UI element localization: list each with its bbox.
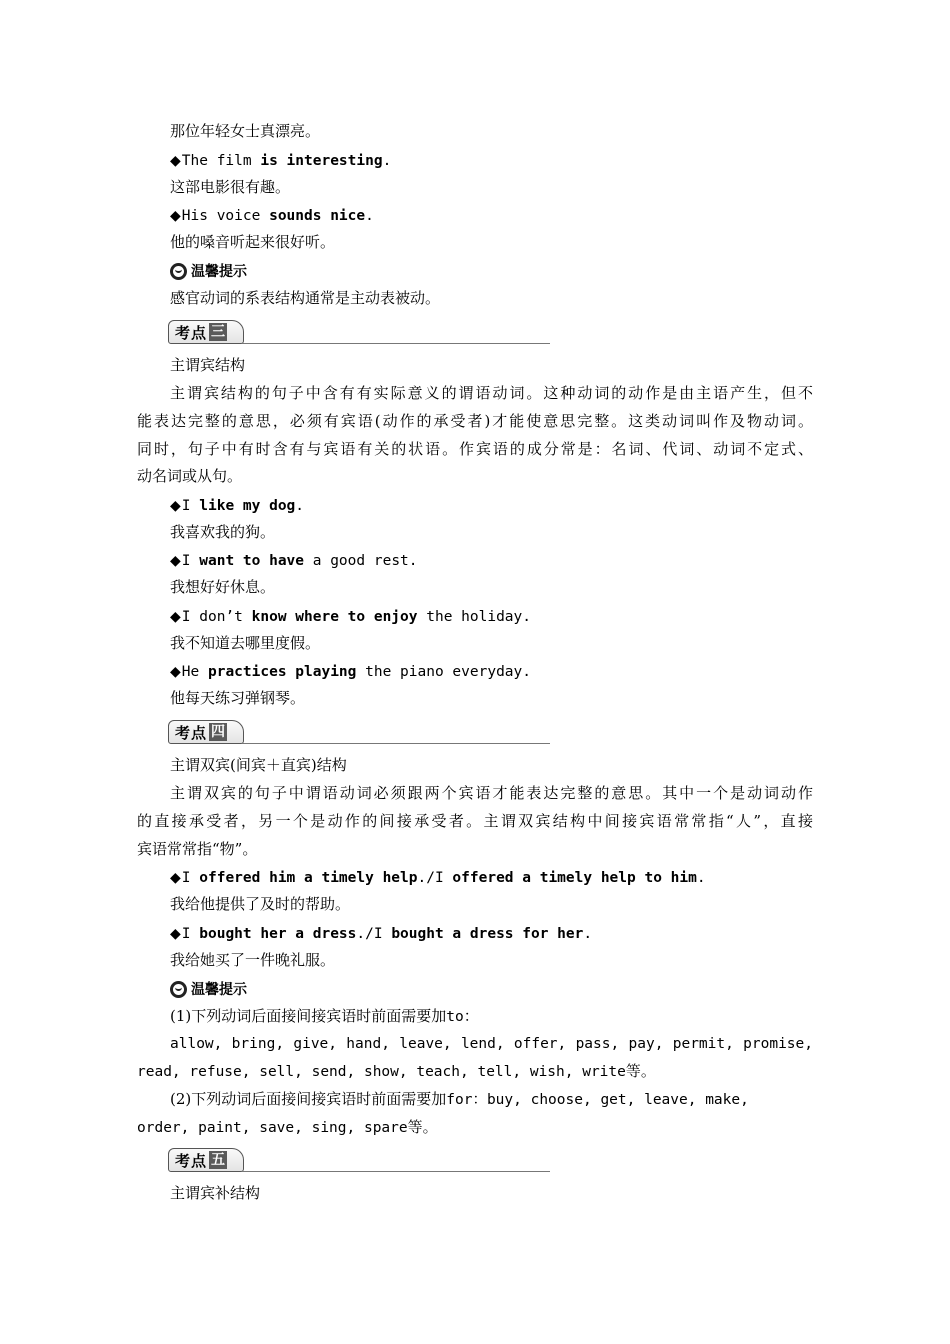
diamond-bullet-icon: ◆: [170, 926, 181, 942]
paragraph-line: 同时，句子中有时含有与宾语有关的状语。作宾语的成分常是：名词、代词、动词不定式、: [137, 440, 813, 458]
diamond-bullet-icon: ◆: [170, 208, 181, 224]
example-sentence: ◆He practices playing the piano everyday.: [170, 664, 531, 680]
tip-note-line: allow, bring, give, hand, leave, lend, offer, pass, pay, permit, promise,: [170, 1036, 813, 1052]
translation-line: 我给她买了一件晚礼服。: [170, 951, 336, 969]
section-divider: [242, 1171, 550, 1172]
translation-line: 我不知道去哪里度假。: [170, 634, 321, 652]
diamond-bullet-icon: ◆: [170, 664, 181, 680]
paragraph-line: 主谓宾结构的句子中含有有实际意义的谓语动词。这种动词的动作是由主语产生，但不: [170, 384, 813, 402]
section-badge-4: [168, 720, 550, 748]
paragraph-line: 的直接承受者，另一个是动作的间接承受者。主谓双宾结构中间接宾语常常指“人”，直接: [137, 812, 813, 830]
section-badge-5: [168, 1148, 550, 1176]
warm-tip-heading: 温馨提示: [170, 261, 247, 281]
smiley-icon: [170, 263, 187, 280]
diamond-bullet-icon: ◆: [170, 870, 181, 886]
section-badge-box: 考点 三: [168, 320, 244, 344]
paragraph-line: 动名词或从句。: [137, 467, 243, 485]
example-sentence: ◆I bought her a dress./I bought a dress for her.: [170, 926, 593, 942]
section-badge-box: 考点 五: [168, 1148, 244, 1172]
section-divider: [242, 343, 550, 344]
tip-text: 感官动词的系表结构通常是主动表被动。: [170, 289, 441, 307]
paragraph-line: 主谓双宾的句子中谓语动词必须跟两个宾语才能表达完整的意思。其中一个是动词动作: [170, 784, 813, 802]
section-badge-3: [168, 320, 550, 348]
tip-note-line: read, refuse, sell, send, show, teach, tell, wish, write等。: [137, 1062, 656, 1080]
section-divider: [242, 743, 550, 744]
example-sentence: ◆The film is interesting.: [170, 153, 392, 169]
diamond-bullet-icon: ◆: [170, 553, 181, 569]
diamond-bullet-icon: ◆: [170, 609, 181, 625]
paragraph-line: 宾语常常指“物”。: [137, 840, 258, 858]
translation-line: 他每天练习弹钢琴。: [170, 689, 306, 707]
section-title: 主谓宾结构: [170, 356, 246, 374]
example-sentence: ◆I don’t know where to enjoy the holiday.: [170, 609, 531, 625]
smiley-icon: [170, 981, 187, 998]
diamond-bullet-icon: ◆: [170, 153, 181, 169]
section-title: 主谓双宾(间宾＋直宾)结构: [170, 756, 347, 774]
translation-line: 那位年轻女士真漂亮。: [170, 122, 321, 140]
example-sentence: ◆I want to have a good rest.: [170, 553, 418, 569]
translation-line: 我喜欢我的狗。: [170, 523, 276, 541]
translation-line: 我给他提供了及时的帮助。: [170, 895, 351, 913]
translation-line: 他的嗓音听起来很好听。: [170, 233, 336, 251]
section-title: 主谓宾补结构: [170, 1184, 261, 1202]
translation-line: 我想好好休息。: [170, 578, 276, 596]
paragraph-line: 能表达完整的意思，必须有宾语(动作的承受者)才能使意思完整。这类动词叫作及物动词。: [137, 412, 813, 430]
example-sentence: ◆I offered him a timely help./I offered a timely help to him.: [170, 870, 706, 886]
tip-note-line: (2)下列动词后面接间接宾语时前面需要加for：buy, choose, get, leave, make,: [170, 1090, 749, 1108]
diamond-bullet-icon: ◆: [170, 498, 181, 514]
section-badge-box: 考点 四: [168, 720, 244, 744]
tip-note-line: order, paint, save, sing, spare等。: [137, 1118, 438, 1136]
warm-tip-heading: 温馨提示: [170, 979, 247, 999]
translation-line: 这部电影很有趣。: [170, 178, 291, 196]
tip-note-line: (1)下列动词后面接间接宾语时前面需要加to：: [170, 1007, 479, 1025]
example-sentence: ◆I like my dog.: [170, 498, 305, 514]
example-sentence: ◆His voice sounds nice.: [170, 208, 374, 224]
